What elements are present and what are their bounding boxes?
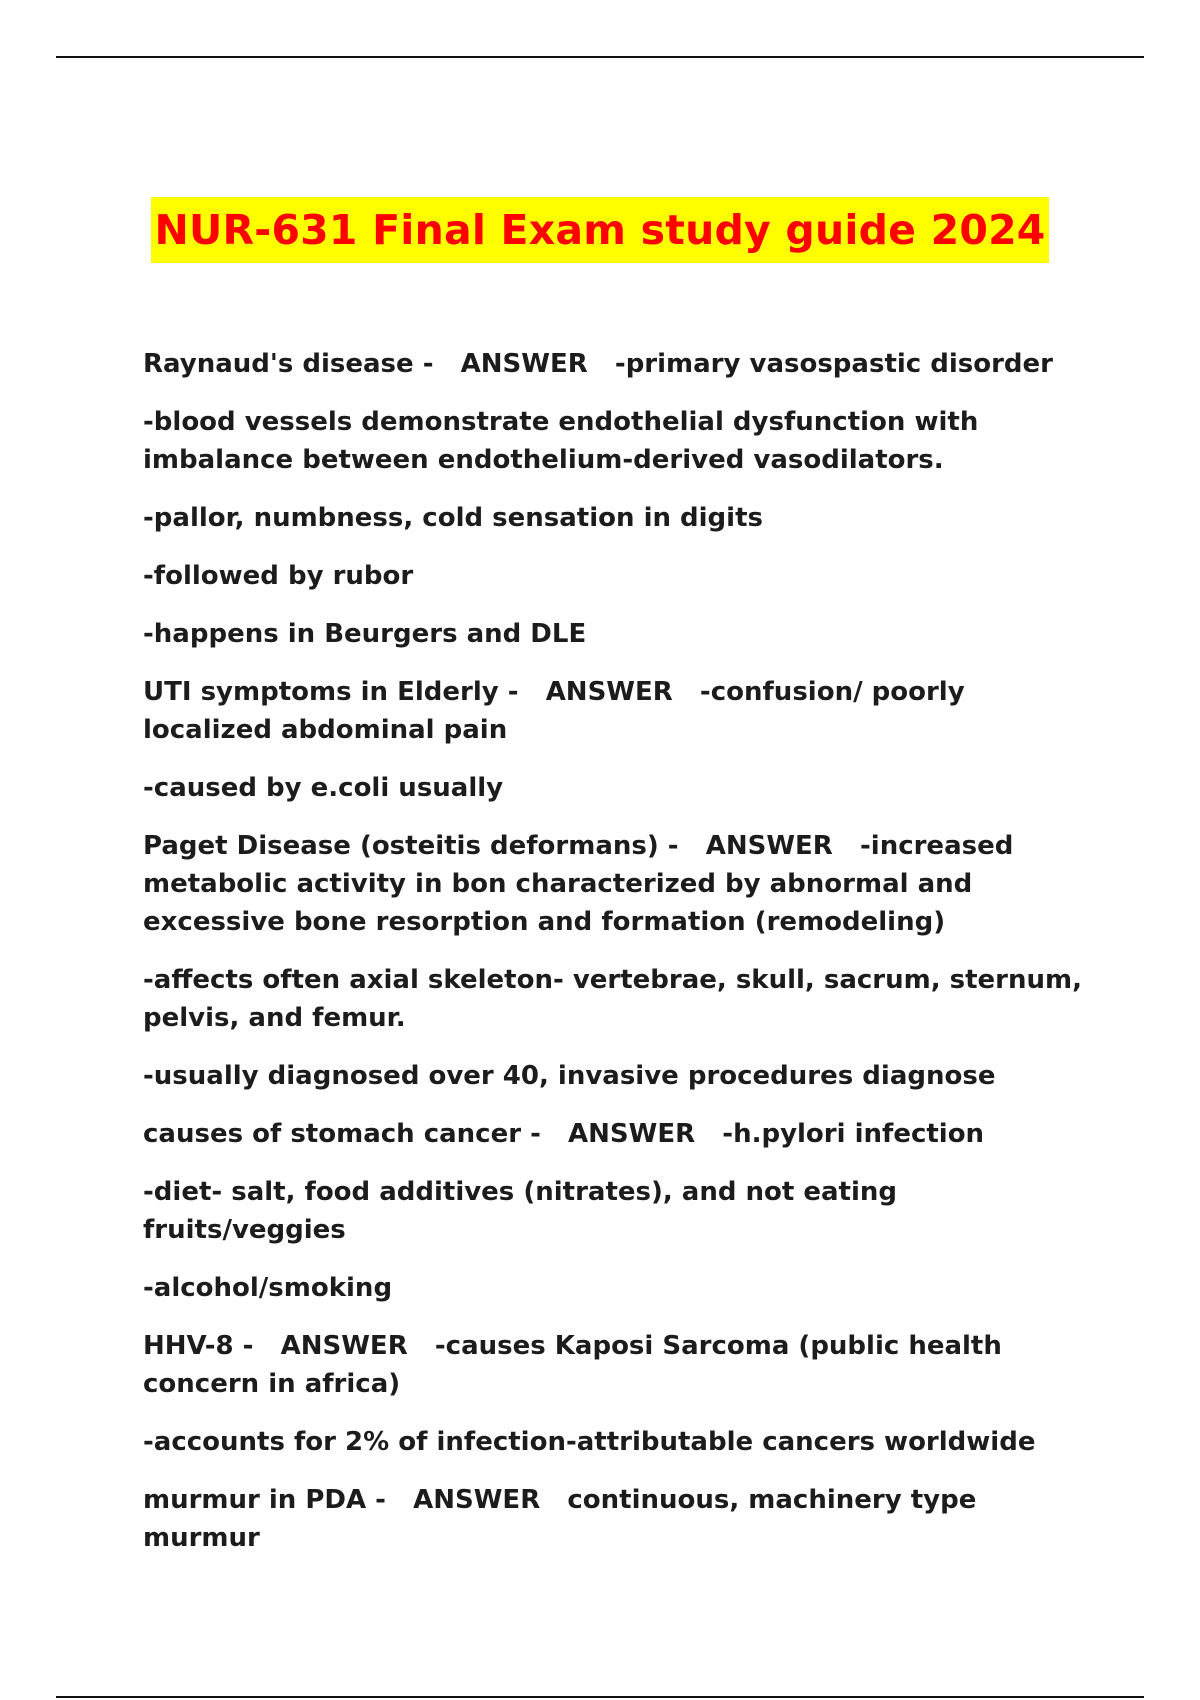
answer-label: ANSWER [413,1485,541,1515]
title-container [0,197,1200,263]
answer-label: ANSWER [705,831,833,861]
entry-detail: -blood vessels demonstrate endothelial dysfunction with imbalance between endothelium-derived vasodilators. [143,407,979,475]
qa-entry [143,827,1098,941]
answer-label: ANSWER [545,677,673,707]
entry-answer: -causes Kaposi Sarcoma (public health concern in africa) [143,1331,1002,1399]
bottom-rule [56,1696,1144,1698]
entry-detail: -pallor, numbness, cold sensation in digits [143,503,763,533]
entry-detail: -usually diagnosed over 40, invasive procedures diagnose [143,1061,996,1091]
answer-label: ANSWER [460,349,588,379]
entry-detail: -alcohol/smoking [143,1273,393,1303]
entry-detail: -followed by rubor [143,561,414,591]
qa-entry [143,1115,1098,1153]
entry-detail: -happens in Beurgers and DLE [143,619,587,649]
document-title: NUR-631 Final Exam study guide 2024 [151,197,1048,263]
top-rule [56,56,1144,58]
entry-answer: -primary vasospastic disorder [614,349,1053,379]
entry-term: UTI symptoms in Elderly - [143,677,519,707]
entry-term: Paget Disease (osteitis deformans) - [143,831,679,861]
entry-answer: -h.pylori infection [722,1119,985,1149]
entry-term: HHV-8 - [143,1331,254,1361]
qa-entry [143,1327,1098,1403]
entry-detail: -diet- salt, food additives (nitrates), and not eating fruits/veggies [143,1177,897,1245]
entry-detail: -affects often axial skeleton- vertebrae, skull, sacrum, sternum, pelvis, and femur. [143,965,1082,1033]
answer-label: ANSWER [568,1119,696,1149]
entry-detail: -caused by e.coli usually [143,773,504,803]
entry-answer: -confusion/ poorly localized abdominal pain [143,677,965,745]
qa-entry [143,345,1098,383]
entry-detail: -accounts for 2% of infection-attributable cancers worldwide [143,1427,1036,1457]
answer-label: ANSWER [280,1331,408,1361]
entry-answer: -increased metabolic activity in bon characterized by abnormal and excessive bone resorption and formation (remodeling) [143,831,1014,937]
entry-answer: continuous, machinery type murmur [143,1485,977,1553]
entry-term: Raynaud's disease - [143,349,434,379]
qa-entry [143,1481,1098,1557]
entry-term: murmur in PDA - [143,1485,386,1515]
entry-term: causes of stomach cancer - [143,1119,541,1149]
study-guide-body [143,345,1098,1577]
qa-entry [143,673,1098,749]
